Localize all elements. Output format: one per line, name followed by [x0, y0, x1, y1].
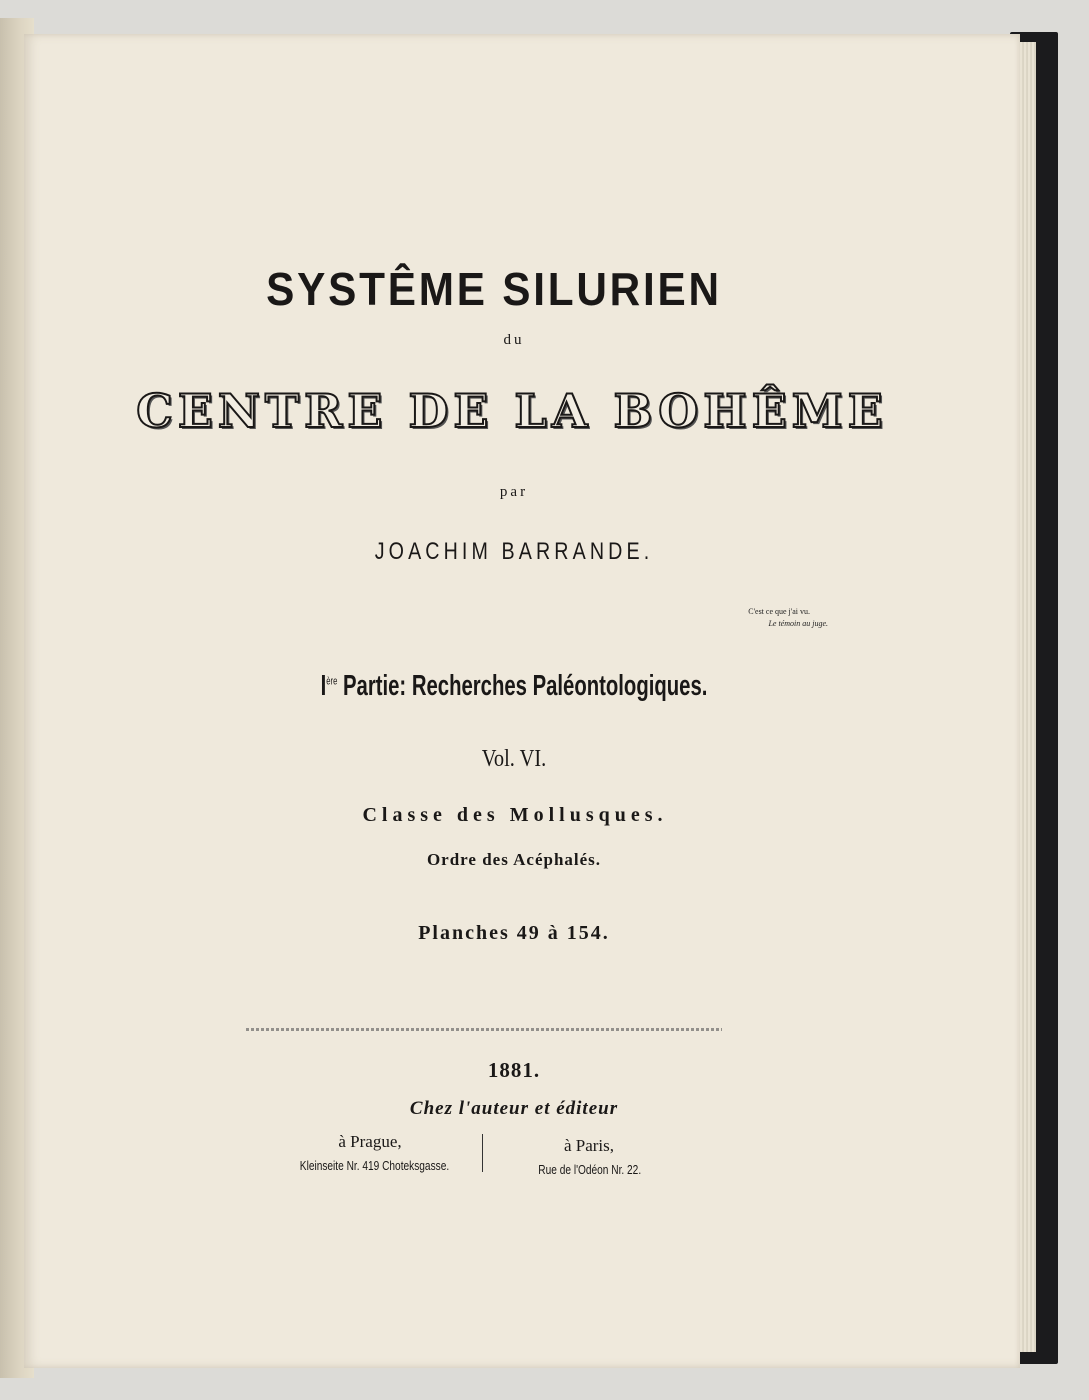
epigraph-line-1: C'est ce que j'ai vu. — [748, 607, 810, 616]
part-heading — [165, 670, 862, 703]
title-page — [24, 34, 1020, 1368]
epigraph-line-2: Le témoin au juge. — [768, 619, 828, 628]
par-connector: par — [499, 484, 529, 500]
part-superscript: ère — [326, 675, 338, 688]
epigraph — [748, 606, 828, 630]
paris-city: à Paris, — [563, 1136, 615, 1155]
author-name: JOACHIM BARRANDE. — [374, 538, 654, 565]
paris-address-block — [524, 1136, 654, 1177]
plates-range: Planches 49 à 154. — [418, 922, 610, 944]
publisher-line: Chez l'auteur et éditeur — [409, 1098, 619, 1119]
volume-number: Vol. VI. — [481, 746, 547, 772]
wavy-divider — [246, 1028, 722, 1031]
part-number: I — [320, 670, 327, 702]
paris-street: Rue de l'Odéon Nr. 22. — [538, 1162, 642, 1177]
du-connector: du — [503, 332, 525, 348]
prague-address-block — [280, 1132, 460, 1173]
part-title: Partie: Recherches Paléontologiques. — [343, 670, 708, 702]
main-title: SYSTÊME SILURIEN — [266, 263, 722, 315]
prague-street: Kleinseite Nr. 419 Choteksgasse. — [299, 1158, 450, 1173]
class-heading: Classe des Mollusques. — [362, 804, 668, 826]
publication-year: 1881. — [487, 1058, 541, 1082]
address-separator — [482, 1134, 483, 1172]
order-heading: Ordre des Acéphalés. — [426, 850, 602, 869]
subtitle-bohemia: CENTRE DE LA BOHÊME — [136, 384, 888, 438]
prague-city: à Prague, — [338, 1132, 402, 1151]
